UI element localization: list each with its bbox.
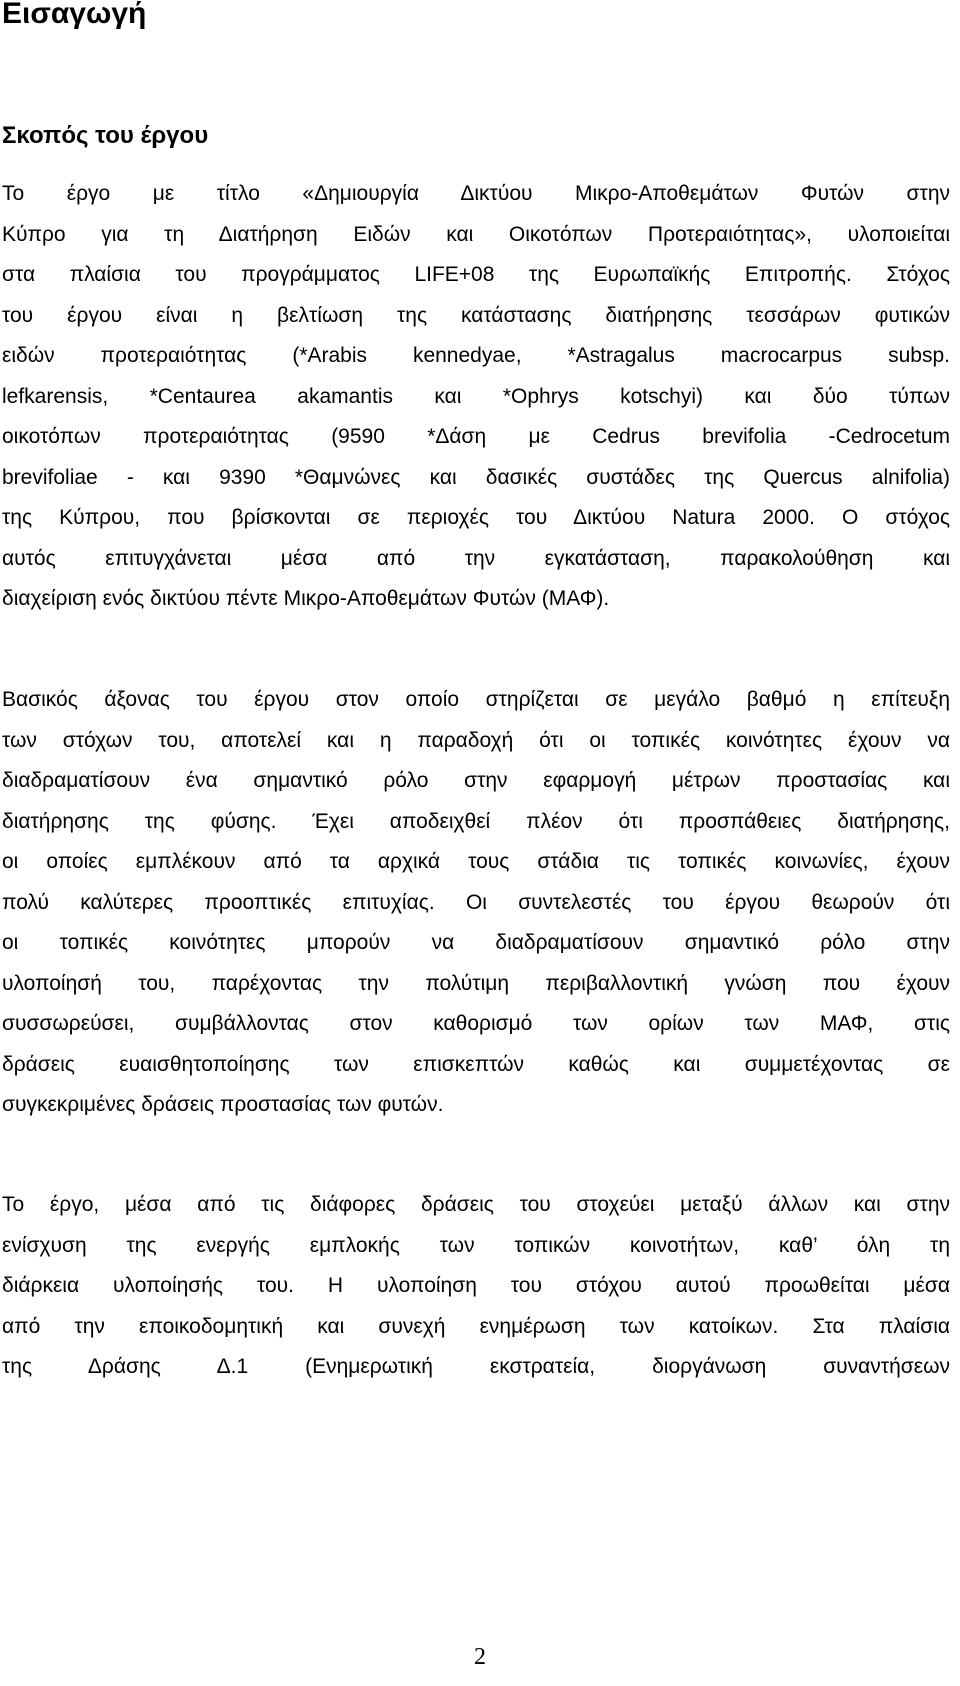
section-heading: Σκοπός του έργου	[2, 122, 209, 149]
text-line: Το έργο με τίτλο «Δημιουργία Δικτύου Μικρο-Αποθεμάτων Φυτών στην	[2, 182, 950, 205]
text-line: Βασικός άξονας του έργου στον οποίο στηρίζεται σε μεγάλο βαθμό η επίτευξη	[2, 688, 950, 711]
text-line: πολύ καλύτερες προοπτικές επιτυχίας. Οι συντελεστές του έργου θεωρούν ότι	[2, 890, 950, 914]
paragraph-project-aim	[2, 174, 950, 620]
paragraph-local-communities	[2, 680, 950, 1126]
text-line: Κύπρο για τη Διατήρηση Ειδών και Οικοτόπων Προτεραιότητας», υλοποιείται	[2, 222, 950, 246]
text-line: συγκεκριμένες δράσεις προστασίας των φυτών.	[2, 1093, 444, 1116]
text-line: οικοτόπων προτεραιότητας (9590 *Δάση με Cedrus brevifolia -Cedrocetum	[2, 425, 950, 448]
text-line: υλοποίησή του, παρέχοντας την πολύτιμη περιβαλλοντική γνώση που έχουν	[2, 971, 950, 995]
text-line: της Δράσης Δ.1 (Ενημερωτική εκστρατεία, διοργάνωση συναντήσεων	[2, 1355, 950, 1378]
text-line: από την εποικοδομητική και συνεχή ενημέρωση των κατοίκων. Στα πλαίσια	[2, 1314, 950, 1338]
text-line: διάρκεια υλοποίησής του. Η υλοποίηση του στόχου αυτού προωθείται μέσα	[2, 1274, 950, 1297]
text-line: lefkarensis, *Centaurea akamantis και *Ophrys kotschyi) και δύο τύπων	[2, 384, 950, 408]
text-line: αυτός επιτυγχάνεται μέσα από την εγκατάσταση, παρακολούθηση και	[2, 546, 950, 570]
text-line: οι οποίες εμπλέκουν από τα αρχικά τους στάδια τις τοπικές κοινωνίες, έχουν	[2, 850, 950, 873]
text-line: διαχείριση ενός δικτύου πέντε Μικρο-Αποθεμάτων Φυτών (ΜΑΦ).	[2, 587, 610, 610]
paragraph-engagement	[2, 1185, 950, 1388]
text-line: του έργου είναι η βελτίωση της κατάστασης διατήρησης τεσσάρων φυτικών	[2, 303, 950, 327]
page-title: Εισαγωγή	[2, 0, 147, 30]
text-line: δράσεις ευαισθητοποίησης των επισκεπτών καθώς και συμμετέχοντας σε	[2, 1052, 950, 1076]
text-line: συσσωρεύσει, συμβάλλοντας στον καθορισμό των ορίων των ΜΑΦ, στις	[2, 1012, 950, 1035]
text-line: διαδραματίσουν ένα σημαντικό ρόλο στην εφαρμογή μέτρων προστασίας και	[2, 769, 950, 792]
page-number: 2	[474, 1644, 486, 1670]
text-line: brevifoliae - και 9390 *Θαμνώνες και δασικές συστάδες της Quercus alnifolia)	[2, 465, 950, 489]
text-line: Το έργο, μέσα από τις διάφορες δράσεις του στοχεύει μεταξύ άλλων και στην	[2, 1193, 950, 1216]
text-line: ενίσχυση της ενεργής εμπλοκής των τοπικών κοινοτήτων, καθ’ όλη τη	[2, 1233, 950, 1257]
text-line: των στόχων του, αποτελεί και η παραδοχή ότι οι τοπικές κοινότητες έχουν να	[2, 728, 950, 752]
text-line: ειδών προτεραιότητας (*Arabis kennedyae, *Astragalus macrocarpus subsp.	[2, 344, 950, 367]
text-line: στα πλαίσια του προγράμματος LIFE+08 της Ευρωπαϊκής Επιτροπής. Στόχος	[2, 263, 950, 286]
text-line: οι τοπικές κοινότητες μπορούν να διαδραματίσουν σημαντικό ρόλο στην	[2, 931, 950, 954]
text-line: της Κύπρου, που βρίσκονται σε περιοχές του Δικτύου Natura 2000. Ο στόχος	[2, 506, 950, 529]
text-line: διατήρησης της φύσης. Έχει αποδειχθεί πλέον ότι προσπάθειες διατήρησης,	[2, 809, 950, 833]
